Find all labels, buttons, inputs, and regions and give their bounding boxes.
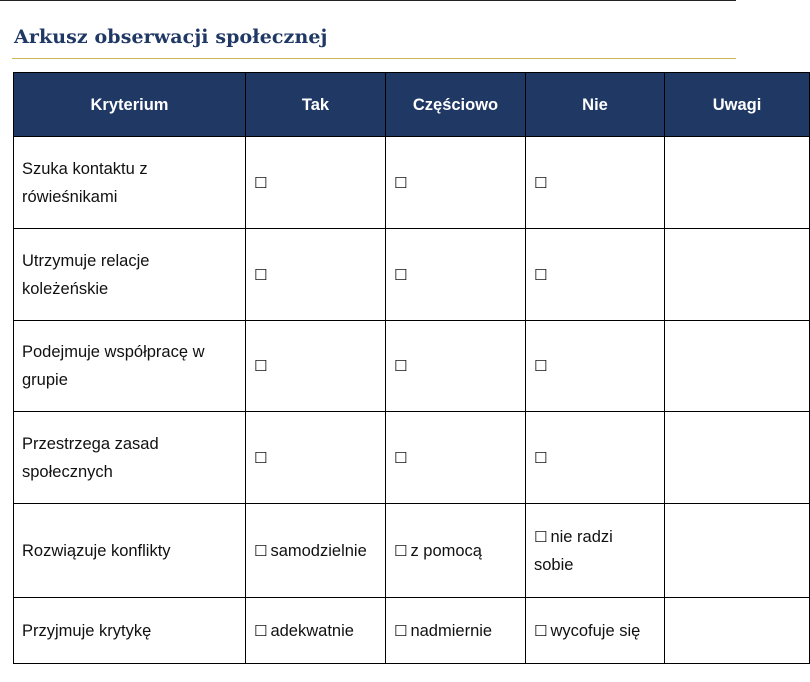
header-partially: Częściowo: [386, 73, 526, 137]
option-cell[interactable]: ☐ wycofuje się: [526, 598, 665, 664]
header-no: Nie: [526, 73, 665, 137]
option-cell[interactable]: [526, 229, 665, 321]
header-notes: Uwagi: [665, 73, 810, 137]
checkbox-icon[interactable]: ☐: [254, 621, 268, 640]
top-border: [0, 0, 736, 1]
criterion-cell: Przestrzega zasad społecznych: [14, 412, 246, 504]
option-cell[interactable]: [246, 137, 386, 229]
table-row: [14, 504, 810, 598]
option-cell[interactable]: [526, 137, 665, 229]
checkbox-icon[interactable]: ☐: [254, 173, 268, 192]
criterion-cell: Utrzymuje relacje koleżeńskie: [14, 229, 246, 321]
header-criterion: Kryterium: [14, 73, 246, 137]
option-cell[interactable]: [246, 321, 386, 412]
option-cell[interactable]: ☐ samodzielnie: [246, 504, 386, 598]
option-cell[interactable]: [246, 229, 386, 321]
document-title: Arkusz obserwacji społecznej: [14, 26, 328, 48]
checkbox-icon[interactable]: ☐: [254, 357, 268, 375]
checkbox-icon[interactable]: ☐: [394, 621, 408, 640]
table-row: [14, 229, 810, 321]
checkbox-icon[interactable]: ☐: [534, 527, 548, 546]
option-cell[interactable]: [526, 412, 665, 504]
checkbox-icon[interactable]: ☐: [254, 448, 268, 467]
option-cell[interactable]: ☐ nie radzi sobie: [526, 504, 665, 598]
table-header-row: [14, 73, 810, 137]
option-cell[interactable]: [386, 412, 526, 504]
checkbox-icon[interactable]: ☐: [534, 173, 548, 192]
checkbox-icon[interactable]: ☐: [534, 357, 548, 375]
criterion-cell: Przyjmuje krytykę: [14, 598, 246, 664]
option-cell[interactable]: ☐ z pomocą: [386, 504, 526, 598]
notes-cell[interactable]: [665, 412, 810, 504]
option-cell[interactable]: [246, 412, 386, 504]
observation-table-container: [13, 72, 762, 664]
notes-cell[interactable]: [665, 598, 810, 664]
option-cell[interactable]: [386, 137, 526, 229]
checkbox-icon[interactable]: ☐: [254, 265, 268, 284]
checkbox-icon[interactable]: ☐: [534, 621, 548, 640]
observation-table: [13, 72, 810, 664]
notes-cell[interactable]: [665, 321, 810, 412]
table-row: [14, 598, 810, 664]
criterion-cell: Szuka kontaktu z rówieśnikami: [14, 137, 246, 229]
checkbox-icon[interactable]: ☐: [534, 265, 548, 284]
checkbox-icon[interactable]: ☐: [534, 448, 548, 467]
checkbox-icon[interactable]: ☐: [394, 541, 408, 560]
title-underline: [12, 58, 736, 59]
checkbox-icon[interactable]: ☐: [394, 357, 408, 375]
table-row: [14, 412, 810, 504]
header-yes: Tak: [246, 73, 386, 137]
option-cell[interactable]: [386, 321, 526, 412]
option-cell[interactable]: [526, 321, 665, 412]
notes-cell[interactable]: [665, 229, 810, 321]
option-cell[interactable]: [386, 229, 526, 321]
checkbox-icon[interactable]: ☐: [394, 448, 408, 467]
checkbox-icon[interactable]: ☐: [394, 173, 408, 192]
table-row: [14, 321, 810, 412]
criterion-cell: Podejmuje współpracę w grupie: [14, 321, 246, 412]
notes-cell[interactable]: [665, 504, 810, 598]
checkbox-icon[interactable]: ☐: [254, 541, 268, 560]
option-cell[interactable]: ☐ nadmiernie: [386, 598, 526, 664]
criterion-cell: Rozwiązuje konflikty: [14, 504, 246, 598]
table-row: [14, 137, 810, 229]
checkbox-icon[interactable]: ☐: [394, 265, 408, 284]
option-cell[interactable]: ☐ adekwatnie: [246, 598, 386, 664]
notes-cell[interactable]: [665, 137, 810, 229]
